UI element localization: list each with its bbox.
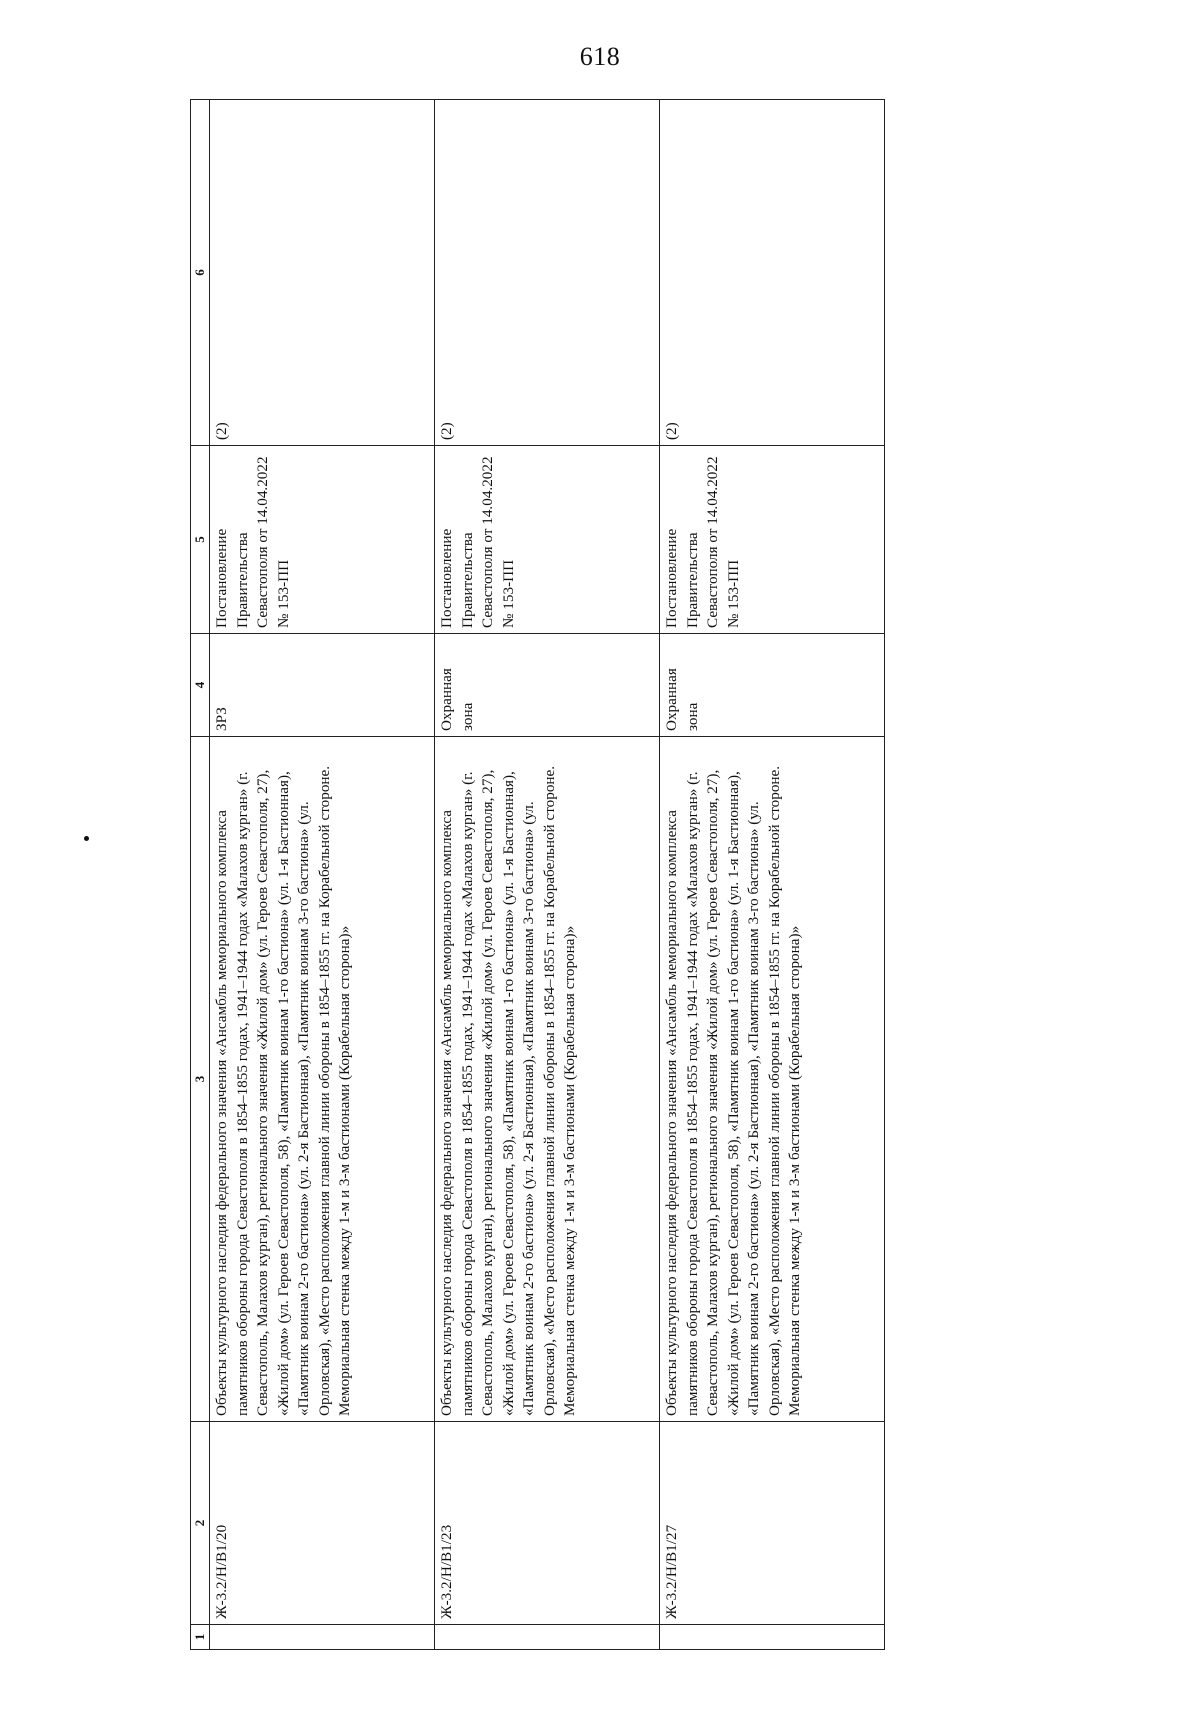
cell-index bbox=[435, 1625, 660, 1650]
table-row bbox=[435, 100, 660, 1650]
header-col-3: 3 bbox=[191, 737, 210, 1422]
header-col-6: 6 bbox=[191, 100, 210, 446]
cell-object-description: Объекты культурного наследия федерального значения «Ансамбль мемориального комплекса памятников обороны города Севастополя в 1854–1855 годах, 1941–1944 годах «Малахов курган» (г. Севастополь, Малахов курган), регионального значения «Жилой дом» (ул. Героев Севастополя, 27), «Жилой дом» (ул. Героев Севастополя, 58), «Памятник воинам 1-го бастиона» (ул. 1-я Бастионная), «Памятник воинам 2-го бастиона» (ул. 2-я Бастионная), «Памятник воинам 3-го бастиона» (ул. Орловская), «Место расположения главной линии обороны в 1854–1855 гг. на Корабельной стороне. Мемориальная стенка между 1-м и 3-м бастионами (Корабельная сторона)» bbox=[660, 737, 885, 1422]
table-row bbox=[660, 100, 885, 1650]
cell-zone-code: Ж-3.2/Н/В1/20 bbox=[210, 1422, 435, 1625]
cell-zone-code: Ж-3.2/Н/В1/23 bbox=[435, 1422, 660, 1625]
cell-index bbox=[660, 1625, 885, 1650]
objects-table bbox=[190, 99, 885, 1650]
scan-artifact-dot bbox=[84, 836, 89, 841]
header-col-5: 5 bbox=[191, 446, 210, 634]
table-header-row bbox=[191, 100, 210, 1650]
cell-zone-code: Ж-3.2/Н/В1/27 bbox=[660, 1422, 885, 1625]
cell-zone-type: ЗРЗ bbox=[210, 634, 435, 737]
cell-legal-document: Постановление Правительства Севастополя от 14.04.2022 № 153-ПП bbox=[660, 446, 885, 634]
cell-note: (2) bbox=[660, 100, 885, 446]
table-row bbox=[210, 100, 435, 1650]
cell-zone-type: Охранная зона bbox=[660, 634, 885, 737]
header-col-2: 2 bbox=[191, 1422, 210, 1625]
cell-index bbox=[210, 1625, 435, 1650]
cell-object-description: Объекты культурного наследия федерального значения «Ансамбль мемориального комплекса памятников обороны города Севастополя в 1854–1855 годах, 1941–1944 годах «Малахов курган» (г. Севастополь, Малахов курган), регионального значения «Жилой дом» (ул. Героев Севастополя, 27), «Жилой дом» (ул. Героев Севастополя, 58), «Памятник воинам 1-го бастиона» (ул. 1-я Бастионная), «Памятник воинам 2-го бастиона» (ул. 2-я Бастионная), «Памятник воинам 3-го бастиона» (ул. Орловская), «Место расположения главной линии обороны в 1854–1855 гг. на Корабельной стороне. Мемориальная стенка между 1-м и 3-м бастионами (Корабельная сторона)» bbox=[210, 737, 435, 1422]
cell-zone-type: Охранная зона bbox=[435, 634, 660, 737]
page-number: 618 bbox=[579, 42, 621, 71]
header-col-1: 1 bbox=[191, 1625, 210, 1650]
cell-legal-document: Постановление Правительства Севастополя от 14.04.2022 № 153-ПП bbox=[435, 446, 660, 634]
cell-object-description: Объекты культурного наследия федерального значения «Ансамбль мемориального комплекса памятников обороны города Севастополя в 1854–1855 годах, 1941–1944 годах «Малахов курган» (г. Севастополь, Малахов курган), регионального значения «Жилой дом» (ул. Героев Севастополя, 27), «Жилой дом» (ул. Героев Севастополя, 58), «Памятник воинам 1-го бастиона» (ул. 1-я Бастионная), «Памятник воинам 2-го бастиона» (ул. 2-я Бастионная), «Памятник воинам 3-го бастиона» (ул. Орловская), «Место расположения главной линии обороны в 1854–1855 гг. на Корабельной стороне. Мемориальная стенка между 1-м и 3-м бастионами (Корабельная сторона)» bbox=[435, 737, 660, 1422]
cell-note: (2) bbox=[435, 100, 660, 446]
cell-legal-document: Постановление Правительства Севастополя от 14.04.2022 № 153-ПП bbox=[210, 446, 435, 634]
rotated-table-container bbox=[190, 100, 938, 1650]
cell-note: (2) bbox=[210, 100, 435, 446]
header-col-4: 4 bbox=[191, 634, 210, 737]
